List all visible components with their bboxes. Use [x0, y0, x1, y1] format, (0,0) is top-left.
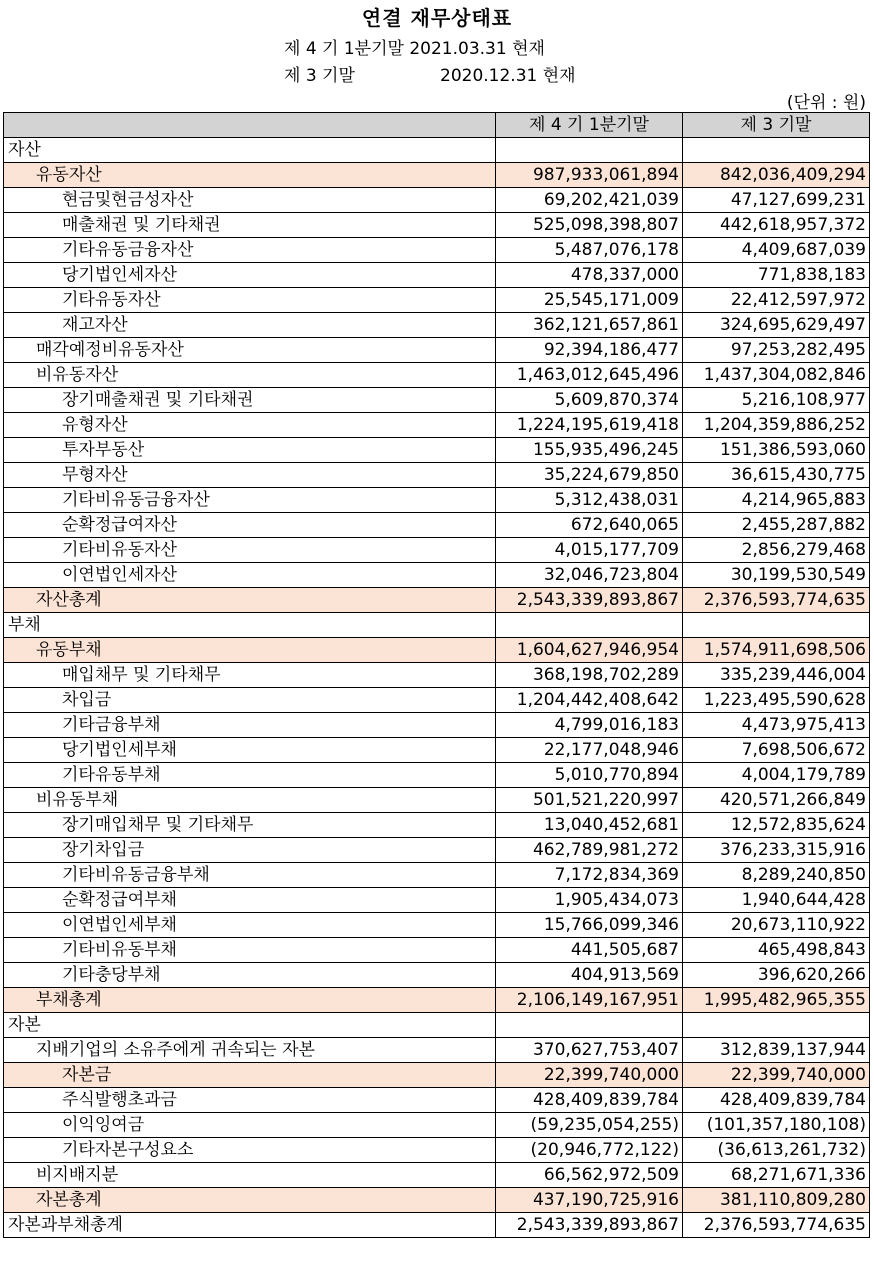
row-label: 기타유동금융자산 [4, 238, 496, 263]
table-row [4, 763, 870, 788]
row-prior-value: 771,838,183 [683, 263, 870, 288]
row-prior-value: 420,571,266,849 [683, 788, 870, 813]
row-prior-value: 376,233,315,916 [683, 838, 870, 863]
row-current-value: 1,224,195,619,418 [496, 413, 683, 438]
row-current-value: 5,010,770,894 [496, 763, 683, 788]
table-row [4, 438, 870, 463]
row-prior-value: 2,376,593,774,635 [683, 588, 870, 613]
table-row [4, 988, 870, 1013]
row-prior-value: 2,856,279,468 [683, 538, 870, 563]
table-row [4, 788, 870, 813]
row-current-value: 7,172,834,369 [496, 863, 683, 888]
row-prior-value: 312,839,137,944 [683, 1038, 870, 1063]
row-current-value: 1,604,627,946,954 [496, 638, 683, 663]
table-row [4, 863, 870, 888]
table-row [4, 1163, 870, 1188]
row-label: 기타유동부채 [4, 763, 496, 788]
row-prior-value: 30,199,530,549 [683, 563, 870, 588]
table-row [4, 363, 870, 388]
row-current-value: 987,933,061,894 [496, 163, 683, 188]
row-prior-value: (36,613,261,732) [683, 1138, 870, 1163]
row-current-value: 2,106,149,167,951 [496, 988, 683, 1013]
row-current-value: 441,505,687 [496, 938, 683, 963]
row-label: 주식발행초과금 [4, 1088, 496, 1113]
row-prior-value: 465,498,843 [683, 938, 870, 963]
row-current-value: 1,905,434,073 [496, 888, 683, 913]
table-row [4, 288, 870, 313]
table-row [4, 813, 870, 838]
row-prior-value: 324,695,629,497 [683, 313, 870, 338]
row-prior-value: 5,216,108,977 [683, 388, 870, 413]
row-label: 당기법인세부채 [4, 738, 496, 763]
row-label: 당기법인세자산 [4, 263, 496, 288]
row-current-value: 2,543,339,893,867 [496, 1213, 683, 1238]
row-label: 비유동자산 [4, 363, 496, 388]
balance-sheet-table [3, 112, 870, 1238]
row-prior-value: 7,698,506,672 [683, 738, 870, 763]
row-current-value: 672,640,065 [496, 513, 683, 538]
row-prior-value [683, 1013, 870, 1038]
row-prior-value: 22,399,740,000 [683, 1063, 870, 1088]
table-row [4, 1063, 870, 1088]
row-prior-value: 4,004,179,789 [683, 763, 870, 788]
row-prior-value: 428,409,839,784 [683, 1088, 870, 1113]
table-row [4, 263, 870, 288]
row-current-value: 2,543,339,893,867 [496, 588, 683, 613]
row-label: 기타금융부채 [4, 713, 496, 738]
table-row [4, 1213, 870, 1238]
row-label: 이연법인세자산 [4, 563, 496, 588]
table-row [4, 513, 870, 538]
row-label: 부채 [4, 613, 496, 638]
row-current-value [496, 1013, 683, 1038]
table-row [4, 838, 870, 863]
row-label: 자본과부채총계 [4, 1213, 496, 1238]
row-prior-value: 4,214,965,883 [683, 488, 870, 513]
row-current-value: 525,098,398,807 [496, 213, 683, 238]
table-row [4, 738, 870, 763]
row-current-value: 437,190,725,916 [496, 1188, 683, 1213]
row-prior-value: 4,473,975,413 [683, 713, 870, 738]
row-label: 장기매출채권 및 기타채권 [4, 388, 496, 413]
row-current-value: (59,235,054,255) [496, 1113, 683, 1138]
table-row [4, 538, 870, 563]
table-row [4, 588, 870, 613]
row-prior-value: 97,253,282,495 [683, 338, 870, 363]
current-period-label: 제 4 기 1분기말 2021.03.31 현재 [284, 39, 545, 59]
table-row [4, 313, 870, 338]
row-prior-value: 335,239,446,004 [683, 663, 870, 688]
table-row [4, 488, 870, 513]
row-current-value: 5,487,076,178 [496, 238, 683, 263]
row-label: 기타자본구성요소 [4, 1138, 496, 1163]
row-current-value: 5,312,438,031 [496, 488, 683, 513]
row-label: 순확정급여자산 [4, 513, 496, 538]
table-row [4, 188, 870, 213]
table-row [4, 1038, 870, 1063]
row-current-value: 13,040,452,681 [496, 813, 683, 838]
row-prior-value: 1,995,482,965,355 [683, 988, 870, 1013]
row-label: 순확정급여부채 [4, 888, 496, 913]
row-current-value [496, 613, 683, 638]
header-label [4, 113, 496, 138]
header-prior-period: 제 3 기말 [683, 113, 870, 138]
row-current-value: 362,121,657,861 [496, 313, 683, 338]
row-current-value: 4,015,177,709 [496, 538, 683, 563]
row-prior-value: 1,204,359,886,252 [683, 413, 870, 438]
row-label: 이익잉여금 [4, 1113, 496, 1138]
row-label: 현금및현금성자산 [4, 188, 496, 213]
row-label: 자본 [4, 1013, 496, 1038]
row-current-value: 66,562,972,509 [496, 1163, 683, 1188]
row-label: 비지배지분 [4, 1163, 496, 1188]
table-row [4, 1138, 870, 1163]
row-current-value: 25,545,171,009 [496, 288, 683, 313]
row-prior-value: 20,673,110,922 [683, 913, 870, 938]
row-prior-value: 842,036,409,294 [683, 163, 870, 188]
table-row [4, 663, 870, 688]
row-label: 재고자산 [4, 313, 496, 338]
row-label: 이연법인세부채 [4, 913, 496, 938]
row-current-value: 15,766,099,346 [496, 913, 683, 938]
row-label: 자산 [4, 138, 496, 163]
row-label: 기타비유동부채 [4, 938, 496, 963]
table-row [4, 1188, 870, 1213]
row-prior-value: 396,620,266 [683, 963, 870, 988]
row-label: 기타비유동금융부채 [4, 863, 496, 888]
table-row [4, 413, 870, 438]
row-current-value: 462,789,981,272 [496, 838, 683, 863]
row-current-value: 1,204,442,408,642 [496, 688, 683, 713]
row-current-value: 478,337,000 [496, 263, 683, 288]
row-current-value: 69,202,421,039 [496, 188, 683, 213]
table-row [4, 463, 870, 488]
row-prior-value: 4,409,687,039 [683, 238, 870, 263]
row-label: 매입채무 및 기타채무 [4, 663, 496, 688]
row-prior-value [683, 613, 870, 638]
prior-period-date: 2020.12.31 현재 [440, 66, 576, 86]
row-current-value: 35,224,679,850 [496, 463, 683, 488]
header-current-period: 제 4 기 1분기말 [496, 113, 683, 138]
table-row [4, 1088, 870, 1113]
table-row [4, 688, 870, 713]
row-prior-value: 47,127,699,231 [683, 188, 870, 213]
row-label: 기타충당부채 [4, 963, 496, 988]
row-current-value: 370,627,753,407 [496, 1038, 683, 1063]
table-row [4, 913, 870, 938]
table-row [4, 888, 870, 913]
row-prior-value: 8,289,240,850 [683, 863, 870, 888]
table-row [4, 238, 870, 263]
table-row [4, 563, 870, 588]
statement-title: 연결 재무상태표 [361, 6, 513, 30]
row-label: 비유동부채 [4, 788, 496, 813]
row-label: 장기차입금 [4, 838, 496, 863]
row-prior-value: 22,412,597,972 [683, 288, 870, 313]
row-current-value: 5,609,870,374 [496, 388, 683, 413]
row-prior-value: 1,437,304,082,846 [683, 363, 870, 388]
row-current-value: 1,463,012,645,496 [496, 363, 683, 388]
table-row [4, 613, 870, 638]
row-label: 유동자산 [4, 163, 496, 188]
unit-label: (단위 : 원) [786, 93, 866, 113]
table-row [4, 938, 870, 963]
row-prior-value: 442,618,957,372 [683, 213, 870, 238]
table-row [4, 713, 870, 738]
row-label: 유형자산 [4, 413, 496, 438]
table-row [4, 163, 870, 188]
row-current-value: 22,399,740,000 [496, 1063, 683, 1088]
row-prior-value: 381,110,809,280 [683, 1188, 870, 1213]
row-prior-value: 2,376,593,774,635 [683, 1213, 870, 1238]
row-prior-value: 68,271,671,336 [683, 1163, 870, 1188]
table-row [4, 388, 870, 413]
row-label: 부채총계 [4, 988, 496, 1013]
row-label: 자산총계 [4, 588, 496, 613]
row-label: 무형자산 [4, 463, 496, 488]
row-label: 매출채권 및 기타채권 [4, 213, 496, 238]
row-prior-value: (101,357,180,108) [683, 1113, 870, 1138]
row-label: 매각예정비유동자산 [4, 338, 496, 363]
row-current-value: 32,046,723,804 [496, 563, 683, 588]
row-current-value: 92,394,186,477 [496, 338, 683, 363]
table-row [4, 138, 870, 163]
table-row [4, 1013, 870, 1038]
row-label: 유동부채 [4, 638, 496, 663]
prior-period-label: 제 3 기말 [284, 66, 355, 86]
row-prior-value: 1,940,644,428 [683, 888, 870, 913]
row-prior-value: 2,455,287,882 [683, 513, 870, 538]
row-current-value [496, 138, 683, 163]
row-prior-value: 151,386,593,060 [683, 438, 870, 463]
table-row [4, 1113, 870, 1138]
row-label: 기타비유동자산 [4, 538, 496, 563]
row-prior-value: 1,574,911,698,506 [683, 638, 870, 663]
row-prior-value: 1,223,495,590,628 [683, 688, 870, 713]
row-label: 기타유동자산 [4, 288, 496, 313]
row-label: 자본금 [4, 1063, 496, 1088]
header-row [4, 113, 870, 138]
table-row [4, 638, 870, 663]
row-label: 지배기업의 소유주에게 귀속되는 자본 [4, 1038, 496, 1063]
row-current-value: 404,913,569 [496, 963, 683, 988]
row-label: 기타비유동금융자산 [4, 488, 496, 513]
row-prior-value: 36,615,430,775 [683, 463, 870, 488]
row-current-value: 501,521,220,997 [496, 788, 683, 813]
row-prior-value [683, 138, 870, 163]
table-row [4, 963, 870, 988]
row-label: 자본총계 [4, 1188, 496, 1213]
table-row [4, 338, 870, 363]
row-current-value: 22,177,048,946 [496, 738, 683, 763]
row-current-value: 368,198,702,289 [496, 663, 683, 688]
row-current-value: 4,799,016,183 [496, 713, 683, 738]
row-label: 차입금 [4, 688, 496, 713]
row-current-value: (20,946,772,122) [496, 1138, 683, 1163]
row-label: 투자부동산 [4, 438, 496, 463]
row-current-value: 428,409,839,784 [496, 1088, 683, 1113]
table-row [4, 213, 870, 238]
row-prior-value: 12,572,835,624 [683, 813, 870, 838]
row-current-value: 155,935,496,245 [496, 438, 683, 463]
row-label: 장기매입채무 및 기타채무 [4, 813, 496, 838]
